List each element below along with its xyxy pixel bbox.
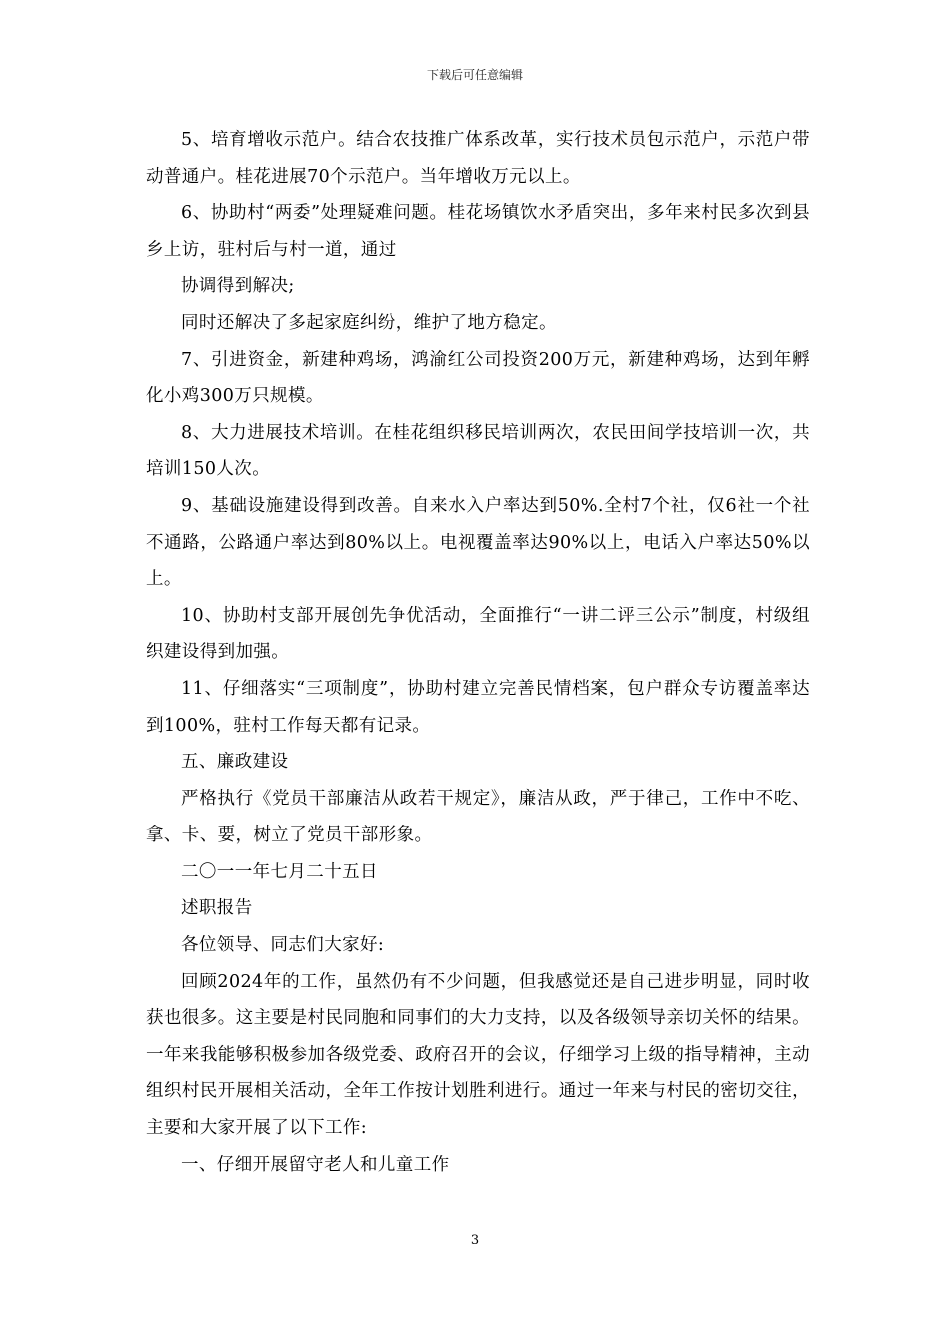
paragraph: 严格执行《党员干部廉洁从政若干规定》，廉洁从政，严于律己，工作中不吃、拿、卡、要，树立了党员干部形象。 [146,788,810,846]
section-heading: 五、廉政建设 [181,752,289,773]
paragraph: 5、培育增收示范户。结合农技推广体系改革，实行技术员包示范户，示范户带动普通户。桂花进展70个示范户。当年增收万元以上。 [146,130,810,187]
page-number: 3 [470,1233,480,1248]
paragraph: 11、仔细落实“三项制度”，协助村建立完善民情档案，包户群众专访覆盖率达到100%，驻村工作每天都有记录。 [146,678,810,736]
paragraph: 8、大力进展技术培训。在桂花组织移民培训两次，农民田间学技培训一次，共培训150人次。 [146,422,810,480]
paragraph: 9、基础设施建设得到改善。自来水入户率达到50%.全村7个社，仅6社一个社不通路，公路通户率达到80%以上。电视覆盖率达90%以上，电话入户率达50%以上。 [146,495,810,590]
section-heading: 一、仔细开展留守老人和儿童工作 [181,1154,450,1175]
header-note: 下载后可任意编辑 [426,68,523,82]
paragraph: 协调得到解决; [181,276,295,297]
paragraph: 回顾2024年的工作，虽然仍有不少问题，但我感觉还是自己进步明显，同时收获也很多。这主要是村民同胞和同事们的大力支持，以及各级领导亲切关怀的结果。一年来我能够积极参加各级党委、政府召开的会议，仔细学习上级的指导精神，主动组织村民开展相关活动，全年工作按计划胜利进行。通过一年来与村民的密切交往，主要和大家开展了以下工作: [146,971,810,1139]
paragraph: 6、协助村“两委”处理疑难问题。桂花场镇饮水矛盾突出，多年来村民多次到县乡上访，驻村后与村一道，通过 [146,203,810,260]
paragraph: 7、引进资金，新建种鸡场，鸿渝红公司投资200万元，新建种鸡场，达到年孵化小鸡300万只规模。 [146,349,810,407]
paragraph: 同时还解决了多起家庭纠纷，维护了地方稳定。 [181,312,557,333]
date-line: 二〇一一年七月二十五日 [181,861,378,882]
paragraph: 10、协助村支部开展创先争优活动，全面推行“一讲二评三公示”制度，村级组织建设得到加强。 [146,605,810,663]
report-title: 述职报告 [181,898,253,919]
salutation: 各位领导、同志们大家好: [181,935,385,956]
document-body [146,122,810,1183]
